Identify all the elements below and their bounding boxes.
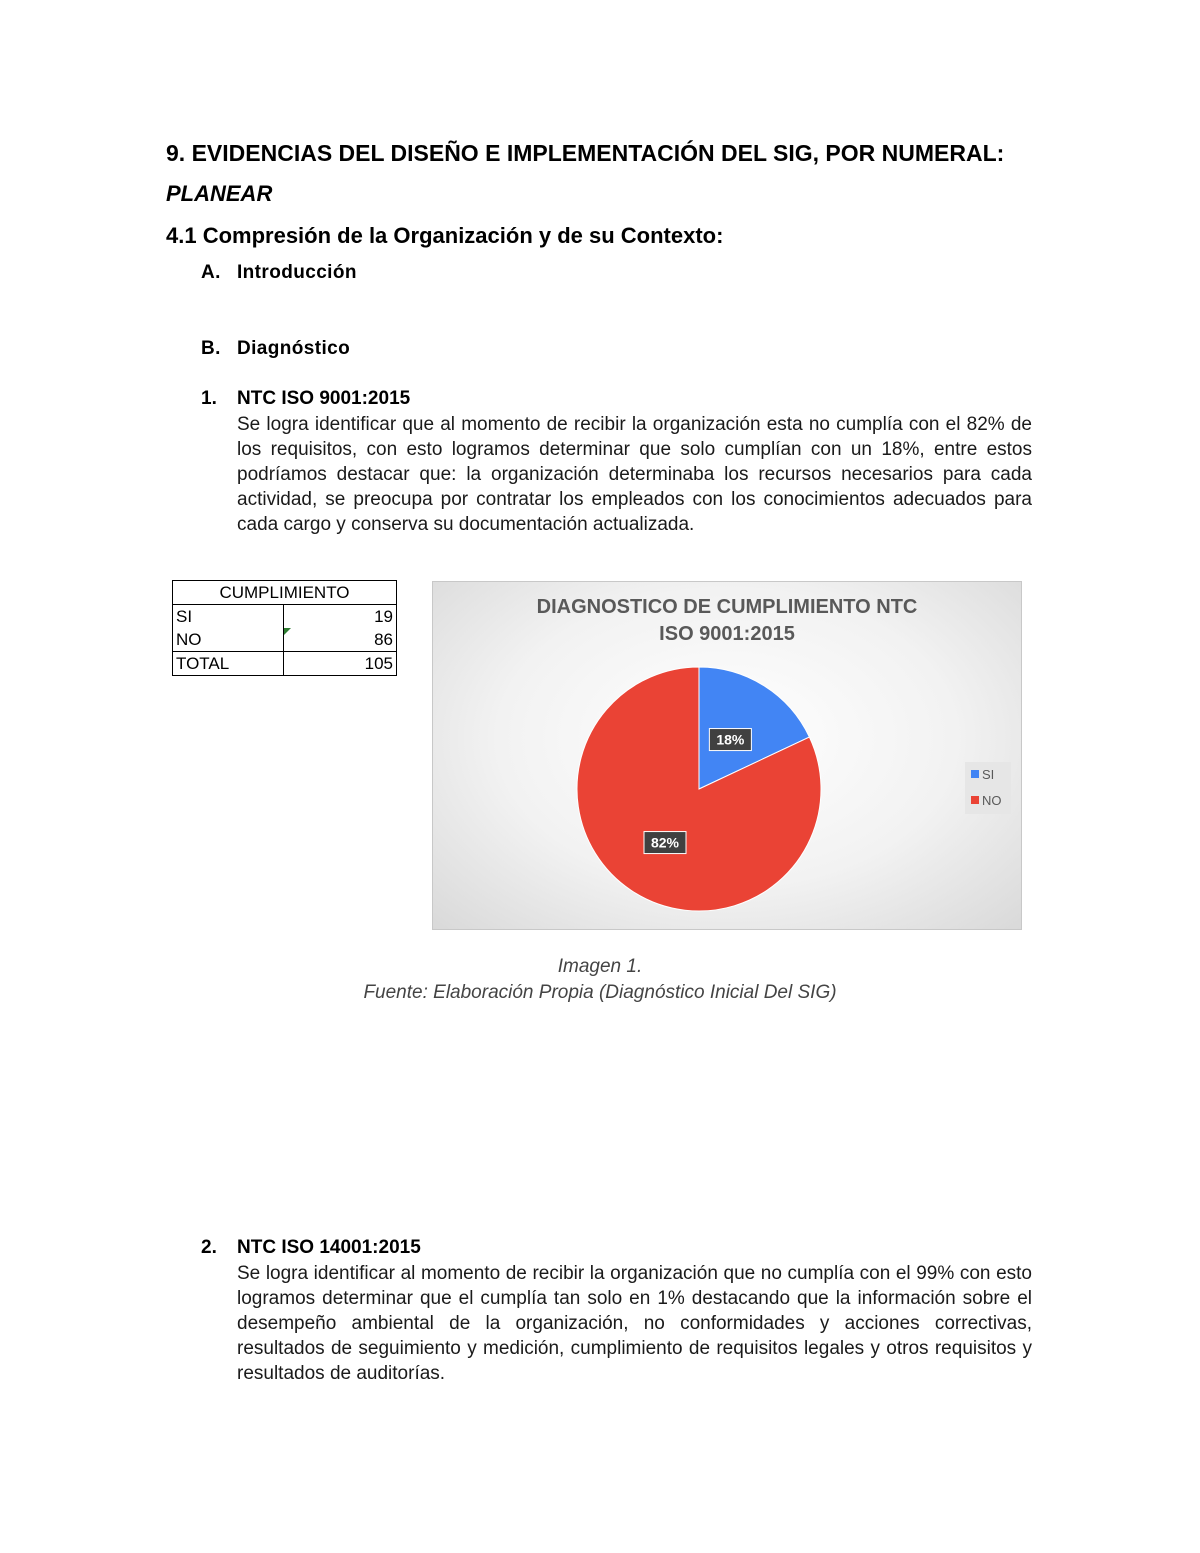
item-title: NTC ISO 14001:2015 bbox=[237, 1237, 421, 1258]
item-paragraph-iso9001: Se logra identificar que al momento de recibir la organización esta no cumplía con el 82% de los requisitos, con esto logramos determinar que solo cumplían con un 18%, entre estos podríamos destacar que: la organización determinaba los recursos necesarios para cada actividad, se preocupa por contratar los empleados con los conocimientos adecuados para cada cargo y conserva su documentación actualizada. bbox=[237, 414, 1032, 535]
legend-label-no: NO bbox=[982, 793, 1002, 808]
compliance-table bbox=[172, 580, 397, 676]
pie-chart bbox=[432, 581, 1022, 930]
list-marker: 2. bbox=[201, 1237, 217, 1258]
table-cell-value: 105 bbox=[284, 652, 397, 676]
table-cell-label: NO bbox=[173, 628, 284, 652]
item-title-iso14001 bbox=[201, 1237, 421, 1259]
subsection-label: Diagnóstico bbox=[237, 338, 351, 359]
item-title-iso9001 bbox=[201, 388, 410, 410]
pie-chart-svg bbox=[433, 582, 1021, 929]
legend-label-si: SI bbox=[982, 767, 995, 782]
list-marker: 1. bbox=[201, 388, 217, 409]
item-paragraph-iso14001: Se logra identificar al momento de recibir la organización que no cumplía con el 99% con esto logramos determinar que el cumplía tan solo en 1% destacando que la información sobre el desempeño ambiental de la organización, no conformidades y acciones correctivas, resultados de seguimiento y medición, cumplimiento de requisitos legales y otros requisitos y resultados de auditorías. bbox=[237, 1263, 1032, 1384]
table-cell-label: SI bbox=[173, 605, 284, 629]
list-marker: A. bbox=[201, 262, 221, 283]
chart-legend bbox=[965, 762, 1011, 814]
svg-text:82%: 82% bbox=[650, 834, 680, 851]
table-cell-value-text: 86 bbox=[374, 630, 393, 649]
cell-error-flag-icon bbox=[284, 628, 291, 635]
legend-swatch-no bbox=[971, 796, 979, 804]
subsection-label: Introducción bbox=[237, 262, 357, 283]
list-marker: B. bbox=[201, 338, 221, 359]
figure-caption-title: Imagen 1. bbox=[557, 956, 643, 977]
table-cell-value bbox=[284, 628, 397, 652]
table-cell-label: TOTAL bbox=[173, 652, 284, 676]
table-cell-value: 19 bbox=[284, 605, 397, 629]
chart-title-line1: DIAGNOSTICO DE CUMPLIMIENTO NTC bbox=[536, 596, 918, 618]
data-label-si bbox=[709, 729, 751, 751]
phase-title: PLANEAR bbox=[166, 181, 273, 206]
table-header: CUMPLIMIENTO bbox=[173, 581, 397, 605]
subsection-introduccion bbox=[201, 262, 357, 284]
item-title: NTC ISO 9001:2015 bbox=[237, 388, 411, 409]
subsection-diagnostico bbox=[201, 338, 350, 360]
chart-title-line2: ISO 9001:2015 bbox=[659, 623, 795, 645]
subsection-title: 4.1 Compresión de la Organización y de su Contexto: bbox=[166, 223, 724, 248]
svg-text:18%: 18% bbox=[716, 731, 745, 748]
legend-swatch-si bbox=[971, 770, 979, 778]
section-heading: 9. EVIDENCIAS DEL DISEÑO E IMPLEMENTACIÓN DEL SIG, POR NUMERAL: bbox=[166, 140, 1005, 166]
data-label-no bbox=[644, 832, 686, 854]
figure-caption-source: Fuente: Elaboración Propia (Diagnóstico Inicial Del SIG) bbox=[363, 982, 837, 1003]
